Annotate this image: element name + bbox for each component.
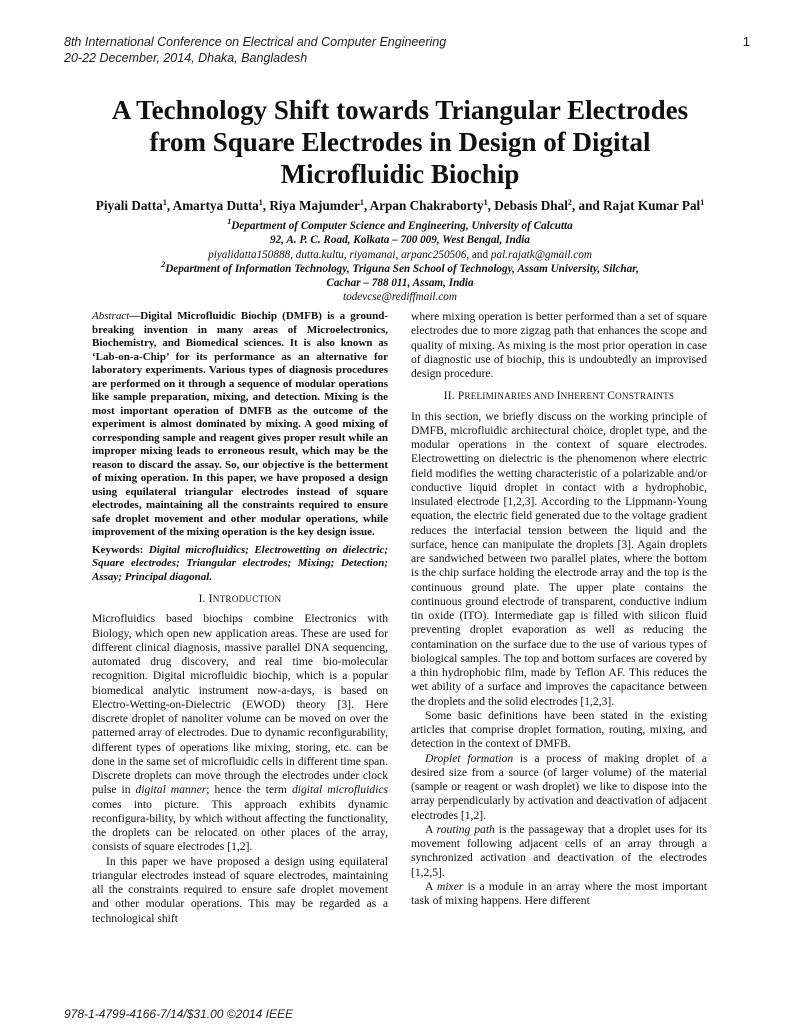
left-column [92, 310, 388, 926]
affil-dept: Department of Computer Science and Engineering, University of Calcutta [231, 220, 573, 232]
abstract-label: Abstract [92, 310, 130, 322]
email-conj: and [469, 248, 491, 261]
author-name: , Arpan Chakraborty [363, 198, 484, 213]
affil-mark: 1 [227, 217, 232, 226]
author-affil-mark: 1 [700, 198, 705, 207]
text-run: is a process of making droplet of a desired size from a source (of larger volume) of the material (sample or reagent or wash droplet) we like to dispose into the array perpendicularly by activation and deactivation of adjacent electrodes [1,2]. [411, 751, 707, 822]
section-initial: I [208, 593, 213, 605]
keywords [92, 544, 388, 585]
text-run: Microfluidics based biochips combine Electronics with Biology, which open new application areas. These are used for different clinical diagnosis, massive parallel DNA sequencing, automated drug discovery, and real time bio-molecular recognition. Digital microfluidic biochip, which is a popular biomedical analytic instrument now-a-days, is based on Electro-Wetting-on-Dielectric (EWOD) theory [3]. Here discrete droplet of nanoliter volume can be moved on over the patterned array of electrodes. Due to dynamic reconfigurability, different types of operations like mixing, storing, etc. can be done in the same set of microfluidic cells in different time span. Discrete droplets can move through the electrodes under clock pulse in [92, 612, 388, 797]
title-line-2: from Square Electrodes in Design of Digital [149, 127, 651, 157]
emph-text: digital manner [135, 783, 207, 797]
section-title-rest: NHERENT [560, 391, 608, 402]
author-affil-mark: 1 [359, 198, 364, 207]
right-column [411, 310, 707, 908]
author-affil-mark: 1 [483, 198, 488, 207]
section-number: II. [443, 390, 458, 403]
section-heading-introduction [92, 592, 388, 606]
conference-name: 8th International Conference on Electrical and Computer Engineering [64, 35, 447, 49]
section-number: I. [198, 593, 209, 605]
section-initial: C [607, 390, 616, 403]
prelim-paragraph-routing-path [411, 823, 707, 880]
section-title-rest: RELIMINARIES AND [464, 391, 557, 402]
abstract [92, 310, 388, 540]
paper-title [60, 94, 740, 190]
prelim-paragraph-2: Some basic definitions have been stated in the existing articles that comprise droplet formation, routing, mixing, and detection in the context of DMFB. [411, 708, 707, 751]
copyright-footer: 978-1-4799-4166-7/14/$31.00 ©2014 IEEE [64, 1007, 294, 1021]
author-list [40, 197, 760, 214]
section-heading-preliminaries [411, 389, 707, 403]
text-run: A [425, 879, 437, 893]
title-line-1: A Technology Shift towards Triangular Electrodes [111, 95, 689, 125]
affiliations [60, 219, 740, 305]
section-title-rest: NTRODUCTION [212, 594, 282, 604]
conference-header [64, 34, 446, 66]
affil-mark: 2 [161, 259, 166, 269]
conference-date-venue: 20-22 December, 2014, Dhaka, Bangladesh [64, 51, 308, 65]
keywords-label: Keywords: [92, 543, 149, 556]
author-affil-mark: 2 [567, 198, 572, 207]
right-paragraph-continuation: where mixing operation is better performed than a set of square electrodes due to more zigzag path that enhances the scope and quality of mixing. As mixing is the most prior operation in case of diagnostic use of biochip, this is undoubtedly an improvised design procedure. [411, 310, 707, 380]
section-initial: I [556, 390, 561, 403]
prelim-paragraph-1: In this section, we briefly discuss on the working principle of DMFB, microfluidic architectural choice, droplet type, and the modular operations in the context of square electrodes. Electrowetting on dielectric is the phenomenon where electric field modifies the wetting characteristic of a polarizable and/or conductive liquid droplet in contact with a hydrophobic, insulated electrode [1,2,3]. According to the Lippmann-Young equation, the electric field generated due to the voltage gradient reduces the interfacial tension between the liquid and the surface, hence can manipulate the droplets [3]. Again droplets are sandwiched between two parallel plates, where the bottom is the chip surface holding the electrode array and the top is the continuous ground plate. The upper plate contains the continuous ground electrode of transparent, conductive indium tin oxide (ITO). Intermediate gap is filled with silicon fluid preventing droplet evaporation as well as reducing the contamination on the surface due to the use of various types of biological samples. The top and bottom surfaces are covered by a thin hydrophobic film, made by Teflon AF. This reduces the wet ability of a surface and improves the capacitance between the droplets and the solid electrodes [1,2,3]. [411, 409, 707, 708]
author-name: , Riya Majumder [262, 198, 360, 213]
email-link[interactable]: pal.rajatk@gmail.com [490, 248, 592, 261]
author-name: , Debasis Dhal [487, 198, 568, 213]
affil-dept: Department of Information Technology, Triguna Sen School of Technology, Assam University, Silchar, [165, 262, 639, 275]
email-list: piyalidatta150888, dutta.kultu, riyamanai, arpanc250506, [208, 248, 470, 261]
affiliation-2-address: Cachar – 788 011, Assam, India [326, 277, 474, 290]
intro-paragraph-2: In this paper we have proposed a design using equilateral triangular electrodes instead of square electrodes, maintaining all the constraints required to ensure safe droplet movement and other modular operations. This may be regarded as a technological shift [92, 854, 388, 925]
affiliation-1 [60, 219, 740, 233]
text-run: is the passageway that a droplet uses for its movement following adjacent cells of an array through a synchronized activation and deactivation of the electrodes [1,2,5]. [411, 822, 707, 879]
emph-text: routing path [436, 822, 495, 836]
emph-text: digital microfluidics [291, 783, 388, 797]
author-affil-mark: 1 [258, 198, 263, 207]
keywords-text: Digital microfluidics; Electrowetting on dielectric; Square electrodes; Triangular electrodes; Mixing; Detection; Assay; Principal diagonal. [92, 543, 389, 583]
section-initial: P [457, 390, 465, 403]
text-run: is a module in an array where the most important task of mixing happens. Here different [411, 879, 707, 907]
abstract-text: —Digital Microfluidic Biochip (DMFB) is a ground-breaking invention in many areas of Microelectronics, Biochemistry, and Biomedical sciences. It is also known as ‘Lab-on-a-Chip’ for its performance as an alternative for laboratory experiments. Various types of diagnosis procedures are performed on it through a sequence of modular operations like sample preparation, mixing, and detection. Mixing is the most important operation of DMFB as the outcome of the experiment is almost dominated by mixing. A good mixing of corresponding sample and reagent gives proper result while an improper mixing leads to erroneous result, which may be the reason to discard the assay. So, our objective is the betterment of mixing operation. In this paper, we have proposed a design using equilateral triangular electrodes instead of square electrodes, maintaining all the constraints required to ensure safe droplet movement and other modular operations, while improvement of the mixing operation is the key design issue. [92, 310, 388, 538]
author-name: , and Rajat Kumar Pal [571, 198, 701, 213]
emph-text: Droplet formation [425, 751, 514, 765]
text-run: ; hence the term [206, 783, 292, 797]
title-line-3: Microfluidic Biochip [280, 159, 520, 189]
author-name: Piyali Datta [95, 198, 163, 213]
author-name: , Amartya Dutta [166, 198, 259, 213]
page-number: 1 [742, 34, 750, 49]
author-affil-mark: 1 [162, 198, 167, 207]
intro-paragraph-1 [92, 612, 388, 854]
affiliation-2 [60, 259, 740, 276]
affiliation-1-address: 92, A. P. C. Road, Kolkata – 700 009, West Bengal, India [269, 234, 531, 247]
prelim-paragraph-droplet-formation [411, 752, 707, 823]
text-run: comes into picture. This approach exhibits dynamic reconfigura-bility, by which without affecting the functionality, the droplets can be relocated on other places of the array, consists of square electrodes [1,2]. [92, 797, 388, 854]
emph-text: mixer [436, 879, 464, 893]
text-run: A [425, 822, 437, 836]
section-title-rest: ONSTRAINTS [615, 391, 675, 402]
affiliation-2-email[interactable]: todevcse@rediffmail.com [343, 291, 457, 304]
prelim-paragraph-mixer [411, 880, 707, 909]
